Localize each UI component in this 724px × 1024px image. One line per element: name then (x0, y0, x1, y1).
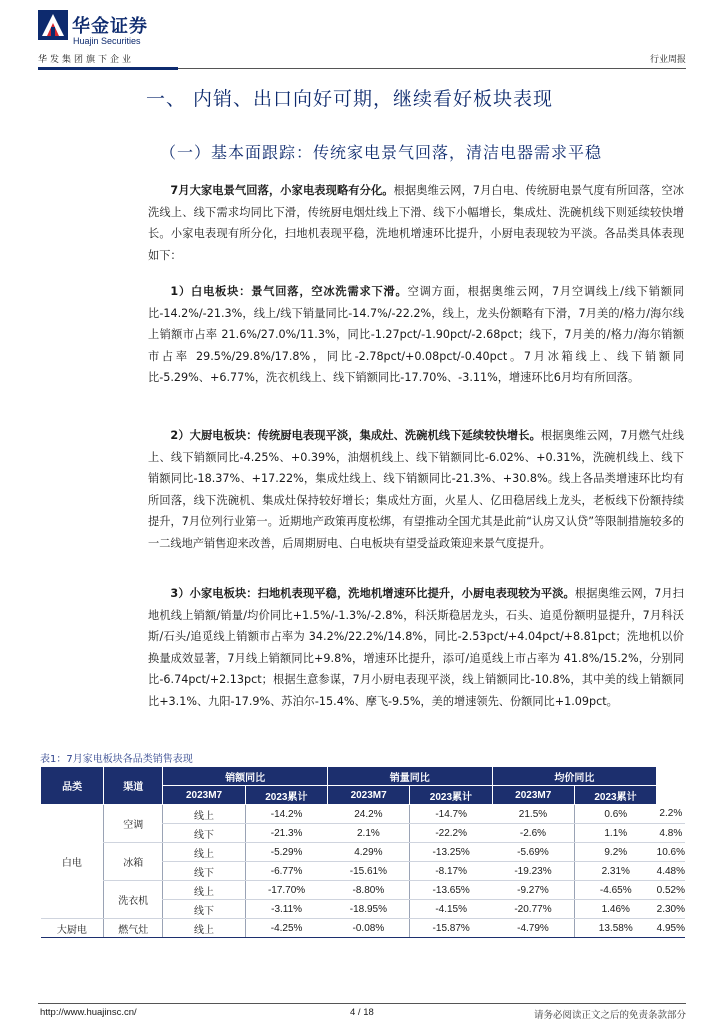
value-cell: -3.11% (245, 900, 327, 919)
report-type-label: 行业周报 (649, 55, 686, 65)
value-cell: 21.5% (492, 805, 574, 824)
paragraph-body: 根据奥维云网，7月白电、传统厨电景气度有所回落，空冰洗线上、线下需求均同比下滑，传统厨电烟灶线上下滑、线下小幅增长，集成灶、洗碗机线下则延续较快增长。小家电表现有所分化，扫地机表现平稳，洗地机增速环比提升，小厨电表现较为平淡。各品类具体表现如下： (148, 184, 684, 262)
page-number: 4 / 18 (350, 1007, 374, 1018)
value-cell: 2.2% (657, 805, 685, 824)
table-row (41, 843, 686, 862)
header-ytd: 2023累计 (245, 786, 327, 805)
value-cell: 4.29% (327, 843, 409, 862)
value-cell: 9.2% (574, 843, 656, 862)
header-avg-price: 均价同比 (492, 767, 657, 786)
value-cell: -9.27% (492, 881, 574, 900)
paragraph-small-appliances (148, 583, 684, 713)
paragraph-kitchen-appliances (148, 425, 684, 555)
value-cell: -20.77% (492, 900, 574, 919)
subcategory-cell: 冰箱 (104, 843, 163, 881)
value-cell: -4.65% (574, 881, 656, 900)
paragraph-overview (148, 180, 684, 266)
group-affiliation: 华发集团旗下企业 (38, 55, 135, 65)
subcategory-cell: 洗衣机 (104, 881, 163, 919)
channel-cell: 线上 (163, 805, 245, 824)
value-cell: 4.48% (657, 862, 685, 881)
header-m7: 2023M7 (163, 786, 245, 805)
value-cell: -22.2% (410, 824, 492, 843)
value-cell: 1.1% (574, 824, 656, 843)
value-cell: -19.23% (492, 862, 574, 881)
paragraph-body: 根据奥维云网，7月扫地机线上销额/销量/均价同比+1.5%/-1.3%/-2.8%，科沃斯稳居龙头，石头、追觅份额明显提升，7月科沃斯/石头/追觅线上销额市占率为 34.2%/22.2%/14.8%，同比-2.53pct/+4.04pct/+8.81pct；洗地机以价换量成效显著，7月线上销额同比+9.8%，增速环比提升，添可/追觅线上市占率为 41.8%/15.2%，分别同比-6.74pct/+2.13pct；根据生意参谋，7月小厨电表现平淡，线上销额同比-10.8%，其中美的线上销额同比+3.1%、九阳-17.9%、苏泊尔-15.4%、摩飞-9.5%，美的增速领先、份额同比+1.09pct。 (148, 587, 684, 708)
value-cell: 2.30% (657, 900, 685, 919)
value-cell: -4.25% (245, 919, 327, 938)
value-cell: 13.58% (574, 919, 656, 938)
header-ytd: 2023累计 (574, 786, 656, 805)
value-cell: -21.3% (245, 824, 327, 843)
header-m7: 2023M7 (492, 786, 574, 805)
value-cell: -6.77% (245, 862, 327, 881)
table-row (41, 881, 686, 900)
channel-cell: 线上 (163, 919, 245, 938)
value-cell: 24.2% (327, 805, 409, 824)
brand-name-en: Huajin Securities (73, 36, 141, 46)
value-cell: -8.80% (327, 881, 409, 900)
value-cell: 2.1% (327, 824, 409, 843)
value-cell: -15.61% (327, 862, 409, 881)
table-row (41, 919, 686, 938)
header-sales-amount: 销额同比 (163, 767, 328, 786)
footer-disclaimer: 请务必阅读正文之后的免责条款部分 (533, 1010, 686, 1021)
value-cell: -14.7% (410, 805, 492, 824)
brand-name-cn: 华金证券 (72, 16, 148, 37)
paragraph-body: 根据奥维云网，7月燃气灶线上、线下销额同比-4.25%、+0.39%，油烟机线上、线下销额同比-6.02%、+0.31%，洗碗机线上、线下销额同比-18.37%、+17.22%，集成灶线上、线下销额同比-21.3%、+30.8%。线上各品类增速环比均有所回落，线下洗碗机、集成灶保持较好增长；集成灶方面，火星人、亿田稳居线上龙头，老板线下份额持续提升，7月位列行业第一。近期地产政策再度松绑，有望推动全国尤其是此前“认房又认贷”等限制措施较多的一二线地产销售迎来改善，后周期厨电、白电板块有望受益政策迎来景气度提升。 (148, 429, 684, 550)
paragraph-body: 空调方面，根据奥维云网，7月空调线上/线下销额同比-14.2%/-21.3%，线上/线下销量同比-14.7%/-22.2%，线上，龙头份额略有下滑，7月美的/格力/海尔线上销额市占率 21.6%/27.0%/11.3%，同比-1.27pct/-1.90pct/-2.68pct；线下，7月美的/格力/海尔销额市占率 29.5%/29.8%/17.8%，同比-2.78pct/+0.08pct/-0.40pct。7月冰箱线上、线下销额同比-5.29%、+6.77%，洗衣机线上、线下销额同比-17.70%、-3.11%，增速环比6月均有所回落。 (148, 285, 684, 385)
channel-cell: 线上 (163, 881, 245, 900)
subcategory-cell: 燃气灶 (104, 919, 163, 938)
value-cell: 0.6% (574, 805, 656, 824)
value-cell: -8.17% (410, 862, 492, 881)
header-m7: 2023M7 (327, 786, 409, 805)
header-channel: 渠道 (104, 767, 163, 805)
value-cell: 0.52% (657, 881, 685, 900)
header-category: 品类 (41, 767, 104, 805)
value-cell: 10.6% (657, 843, 685, 862)
paragraph-lead: 1）白电板块：景气回落，空冰洗需求下滑。 (170, 285, 408, 298)
channel-cell: 线上 (163, 843, 245, 862)
sales-performance-table (40, 766, 685, 938)
table-header-row (41, 767, 686, 786)
section-heading: 一、 内销、出口向好可期，继续看好板块表现 (146, 88, 554, 110)
value-cell: -0.08% (327, 919, 409, 938)
subcategory-cell: 空调 (104, 805, 163, 843)
value-cell: 4.95% (657, 919, 685, 938)
footer-divider (38, 1003, 686, 1004)
footer-website-link[interactable]: http://www.huajinsc.cn/ (40, 1007, 137, 1018)
channel-cell: 线下 (163, 862, 245, 881)
channel-cell: 线下 (163, 900, 245, 919)
value-cell: -5.29% (245, 843, 327, 862)
channel-cell: 线下 (163, 824, 245, 843)
header-ytd: 2023累计 (410, 786, 492, 805)
value-cell: -13.65% (410, 881, 492, 900)
value-cell: -2.6% (492, 824, 574, 843)
value-cell: -17.70% (245, 881, 327, 900)
value-cell: 2.31% (574, 862, 656, 881)
value-cell: -15.87% (410, 919, 492, 938)
subsection-heading: （一）基本面跟踪：传统家电景气回落，清洁电器需求平稳 (160, 143, 603, 162)
group-cell: 白电 (41, 805, 104, 919)
table-row (41, 805, 686, 824)
value-cell: -4.79% (492, 919, 574, 938)
page-header (38, 10, 686, 70)
header-accent-bar (38, 67, 178, 70)
value-cell: -4.15% (410, 900, 492, 919)
value-cell: -14.2% (245, 805, 327, 824)
header-sales-volume: 销量同比 (327, 767, 492, 786)
value-cell: -13.25% (410, 843, 492, 862)
value-cell: 4.8% (657, 824, 685, 843)
paragraph-lead: 3）小家电板块：扫地机表现平稳，洗地机增速环比提升，小厨电表现较为平淡。 (170, 587, 575, 600)
value-cell: -18.95% (327, 900, 409, 919)
paragraph-lead: 2）大厨电板块：传统厨电表现平淡，集成灶、洗碗机线下延续较快增长。 (170, 429, 541, 442)
huajin-logo-icon (38, 10, 68, 40)
group-cell: 大厨电 (41, 919, 104, 938)
table-caption: 表1：7月家电板块各品类销售表现 (40, 754, 193, 765)
paragraph-lead: 7月大家电景气回落，小家电表现略有分化。 (170, 184, 394, 197)
value-cell: 1.46% (574, 900, 656, 919)
value-cell: -5.69% (492, 843, 574, 862)
paragraph-white-goods (148, 281, 684, 389)
